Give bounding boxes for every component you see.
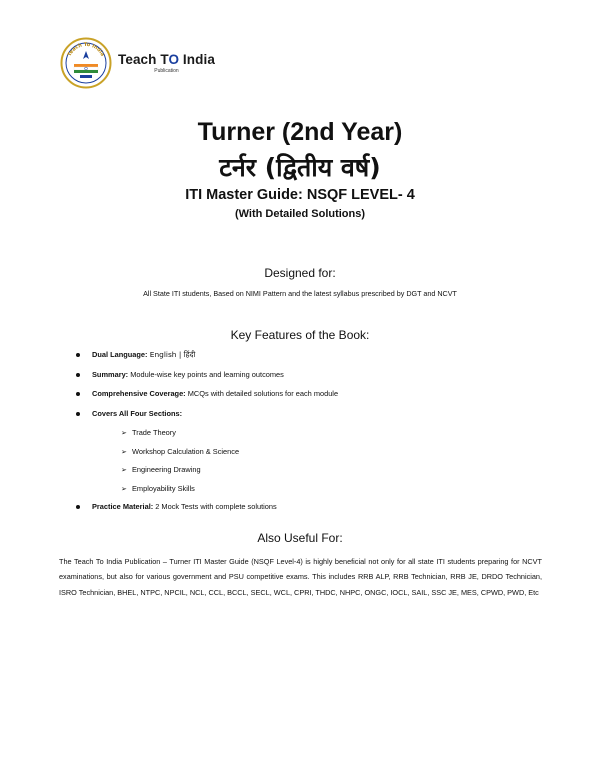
designed-text: All State ITI students, Based on NIMI Pattern and the latest syllabus prescribed by DGT and NCVT [143,289,457,298]
features-heading: Key Features of the Book: [230,328,370,342]
publisher-logo [60,37,215,89]
bullet-icon [76,353,80,357]
sections-sublist-wrap [76,427,338,501]
useful-heading: Also Useful For: [257,531,343,545]
arrow-icon: ➢ [121,448,127,456]
book-subtitle: ITI Master Guide: NSQF LEVEL- 4 [185,187,415,203]
feature-item: Summary: Module-wise key points and learning outcomes [76,369,338,389]
useful-text: The Teach To India Publication – Turner ITI Master Guide (NSQF Level-4) is highly beneficial not only for all state ITI students preparing for NCVT examinations, but also for various government and PSU competitive exams. This includes RRB ALP, RRB Technician, RRB JE, DRDO Technician, ISRO Technician, BHEL, NTPC, NPCIL, NCL, CCL, BCCL, SECL, WCL, CPRI, THDC, NHPC, ONGC, IOCL, SAIL, SSC JE, MES, CPWD, PWD, Etc [59,557,542,597]
book-note: (With Detailed Solutions) [234,208,366,220]
designed-heading: Designed for: [264,266,336,280]
arrow-icon: ➢ [121,485,127,493]
section-item: ➢ Workshop Calculation & Science [92,446,338,465]
arrow-icon: ➢ [121,467,127,475]
feature-item: Practice Material: 2 Mock Tests with complete solutions [76,501,338,521]
bullet-icon [76,392,80,396]
arrow-icon: ➢ [121,430,127,437]
section-item: ➢ Engineering Drawing [92,464,338,483]
emblem-seal-icon [60,37,112,89]
bullet-icon [76,505,80,509]
book-title-hindi: टर्नर (द्वितीय वर्ष) [219,153,381,182]
feature-item: Covers All Four Sections: [76,408,338,428]
features-list [76,349,338,521]
bullet-icon [76,412,80,416]
feature-item: Comprehensive Coverage: MCQs with detailed solutions for each module [76,388,338,408]
brand-name: Teach TO India [118,52,215,67]
seal-text: Teach To India [66,41,106,58]
brand-subtitle: Publication [154,68,179,74]
section-item: ➢ Employability Skills [92,483,338,502]
sections-list [92,427,338,501]
section-item: ➢ Trade Theory [92,427,338,446]
bullet-icon [76,373,80,377]
feature-item: Dual Language: English | हिंदी [76,349,338,369]
book-title: Turner (2nd Year) [197,118,403,146]
